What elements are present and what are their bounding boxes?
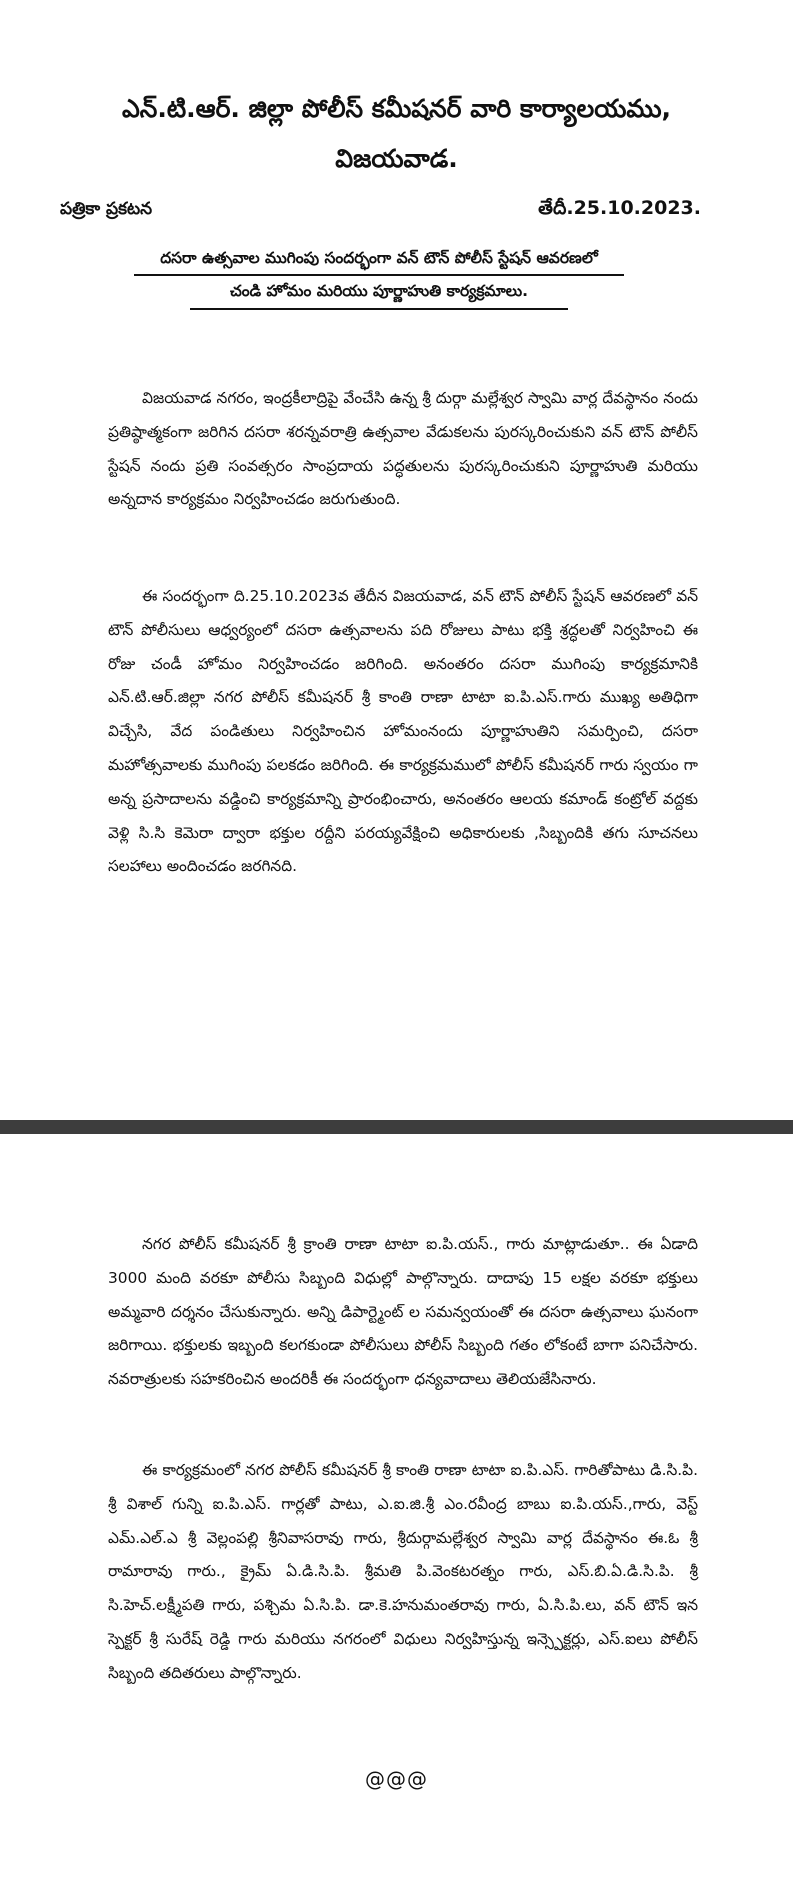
press-release-date: తేదీ.25.10.2023. <box>538 197 701 219</box>
subject-line-2: చండి హోమం మరియు పూర్ణాహుతి కార్యక్రమాలు. <box>229 282 529 300</box>
office-title: ఎన్.టి.ఆర్. జిల్లా పోలీస్ కమీషనర్ వారి కార్యాలయము, <box>122 94 671 123</box>
subject-underline-1 <box>134 274 624 276</box>
office-city: విజయవాడ. <box>335 144 458 173</box>
page-separator <box>0 1120 793 1134</box>
body-paragraph-4: ఈ కార్యక్రమంలో నగర పోలీస్ కమీషనర్ శ్రీ కాంతి రాణా టాటా ఐ.పి.ఎస్. గారితోపాటు డి.సి.పి. శ్రీ విశాల్ గున్ని ఐ.పి.ఎస్. గార్లతో పాటు, ఎ.ఐ.జి.శ్రీ ఎం.రవీంద్ర బాబు ఐ.పి.యస్.,గారు, వెస్ట్ ఎమ్.ఎల్.ఎ శ్రీ వెల్లంపల్లి శ్రీనివాసరావు గారు, శ్రీదుర్గామల్లేశ్వర స్వామి వార్ల దేవస్థానం ఈ.ఓ శ్రీ రామారావు గారు., క్రైమ్ ఏ.డి.సి.పి. శ్రీమతి పి.వెంకటరత్నం గారు, ఎస్.బి.ఏ.డి.సి.పి. శ్రీ సి.హెచ్.లక్ష్మీపతి గారు, పశ్చిమ ఏ.సి.పి. డా.కె.హనుమంతరావు గారు, ఏ.సి.పి.లు, వన్ టౌన్ ఇన స్పెక్టర్ శ్రీ సురేష్ రెడ్డి గారు మరియు నగరంలో విధులు నిర్వహిస్తున్న ఇన్స్పెక్టర్లు, ఎస్.ఐలు పోలీస్ సిబ్బంది తదితరులు పాల్గొన్నారు. <box>108 1461 698 1682</box>
press-release-label: పత్రికా ప్రకటన <box>60 199 153 219</box>
closing-mark: @@@ <box>365 1767 428 1791</box>
body-paragraph-1: విజయవాడ నగరం, ఇంద్రకీలాద్రిపై వేంచేసి ఉన్న శ్రీ దుర్గా మల్లేశ్వర స్వామి వార్ల దేవస్థానం నందు ప్రతిష్ఠాత్మకంగా జరిగిన దసరా శరన్నవరాత్రి ఉత్సవాల వేడుకలను పురస్కరించుకుని వన్ టౌన్ పోలీస్ స్టేషన్ నందు ప్రతి సంవత్సరం సాంప్రదాయ పద్ధతులను పురస్కరించుకుని పూర్ణాహుతి మరియు అన్నదాన కార్యక్రమం నిర్వహించడం జరుగుతుంది. <box>108 389 698 509</box>
subject-line-1: దసరా ఉత్సవాల ముగింపు సందర్భంగా వన్ టౌన్ పోలీస్ స్టేషన్ ఆవరణలో <box>160 249 598 267</box>
body-paragraph-2: ఈ సందర్భంగా ది.25.10.2023వ తేదీన విజయవాడ, వన్ టౌన్ పోలీస్ స్టేషన్ ఆవరణలో వన్ టౌన్ పోలీసులు ఆధ్వర్యంలో దసరా ఉత్సవాలను పది రోజులు పాటు భక్తి శ్రద్ధలతో నిర్వహించి ఈ రోజు చండీ హోమం నిర్వహించడం జరిగింది. అనంతరం దసరా ముగింపు కార్యక్రమానికి ఎన్.టి.ఆర్.జిల్లా నగర పోలీస్ కమీషనర్ శ్రీ కాంతి రాణా టాటా ఐ.పి.ఎస్.గారు ముఖ్య అతిధిగా విచ్చేసి, వేద పండితులు నిర్వహించిన హోమంనందు పూర్ణాహుతిని సమర్పించి, దసరా మహోత్సవాలకు ముగింపు పలకడం జరిగింది. ఈ కార్యక్రమములో పోలీస్ కమీషనర్ గారు స్వయం గా అన్న ప్రసాదాలను వడ్డించి కార్యక్రమాన్ని ప్రారంభించారు, అనంతరం ఆలయ కమాండ్ కంట్రోల్ వద్దకు వెళ్లి సి.సి కెమెరా ద్వారా భక్తుల రద్దీని పరయ్యవేక్షించి అధికారులకు ,సిబ్బందికి తగు సూచనలు సలహాలు అందించడం జరగినది. <box>108 587 698 876</box>
subject-underline-2 <box>190 308 568 310</box>
body-paragraph-3: నగర పోలీస్ కమీషనర్ శ్రీ క్రాంతి రాణా టాటా ఐ.పి.యస్., గారు మాట్లాడుతూ.. ఈ ఏడాది 3000 మంది వరకూ పోలీసు సిబ్బంది విధుల్లో పాల్గొన్నారు. దాదాపు 15 లక్షల వరకూ భక్తులు అమ్మవారి దర్శనం చేసుకున్నారు. అన్ని డిపార్ట్మెంట్ ల సమన్వయంతో ఈ దసరా ఉత్సవాలు ఘనంగా జరిగాయి. భక్తులకు ఇబ్బంది కలగకుండా పోలీసులు పోలీస్ సిబ్బంది గతం లోకంటే బాగా పనిచేసారు. నవరాత్రులకు సహకరించిన అందరికీ ఈ సందర్భంగా ధన్యవాదాలు తెలియజేసినారు. <box>108 1235 698 1389</box>
document-page-2 <box>0 1134 793 1904</box>
